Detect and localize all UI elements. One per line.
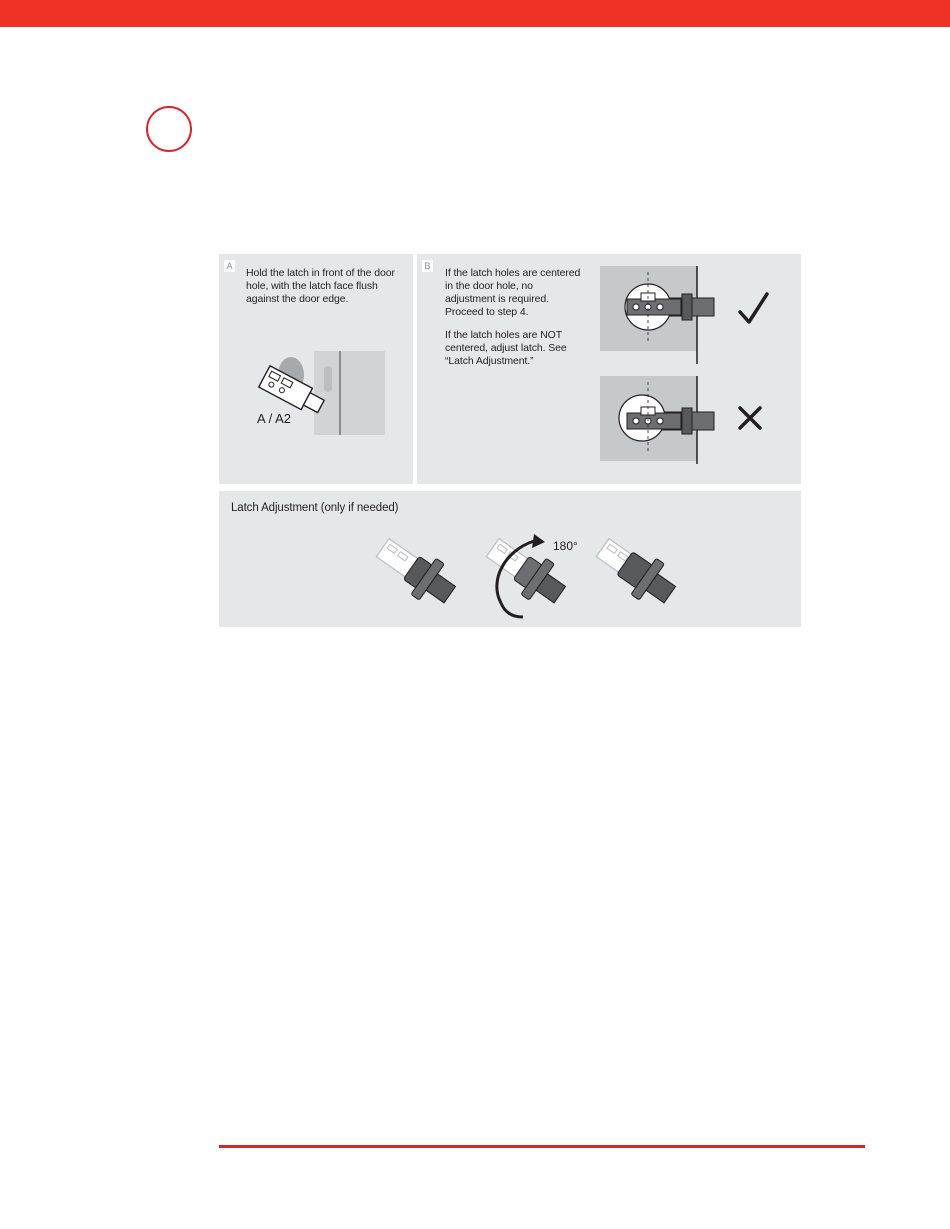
instruction-not-centered: If the latch holes are NOT centered, adjust latch. See “Latch Adjustment.” (445, 329, 567, 367)
latch-door-illustration (219, 254, 413, 484)
latch-adjust-step-3 (589, 531, 689, 641)
latch-adjust-step-1 (369, 531, 469, 641)
bottom-rule (219, 1145, 865, 1148)
latch-adjust-step-2 (479, 531, 589, 641)
latch-adjustment-title: Latch Adjustment (only if needed) (231, 502, 399, 514)
latch-centered-diagram (600, 266, 810, 366)
rotation-label: 180° (553, 539, 578, 553)
panel-latch-adjustment (219, 491, 801, 627)
panel-a-instruction: Hold the latch in front of the door hole, with the latch face flush against the door edge. (246, 267, 395, 305)
x-icon (740, 408, 760, 428)
part-label: A / A2 (257, 411, 291, 426)
top-accent-bar (0, 0, 950, 27)
panel-a-letter: A (224, 260, 235, 272)
latch-not-centered-diagram (600, 376, 810, 476)
panel-a (219, 254, 413, 484)
panel-b-letter: B (422, 260, 433, 272)
panel-b (417, 254, 801, 484)
instruction-centered: If the latch holes are centered in the door hole, no adjustment is required. Proceed to step 4. (445, 267, 581, 318)
check-icon (740, 294, 767, 322)
step-number-circle (146, 106, 192, 152)
